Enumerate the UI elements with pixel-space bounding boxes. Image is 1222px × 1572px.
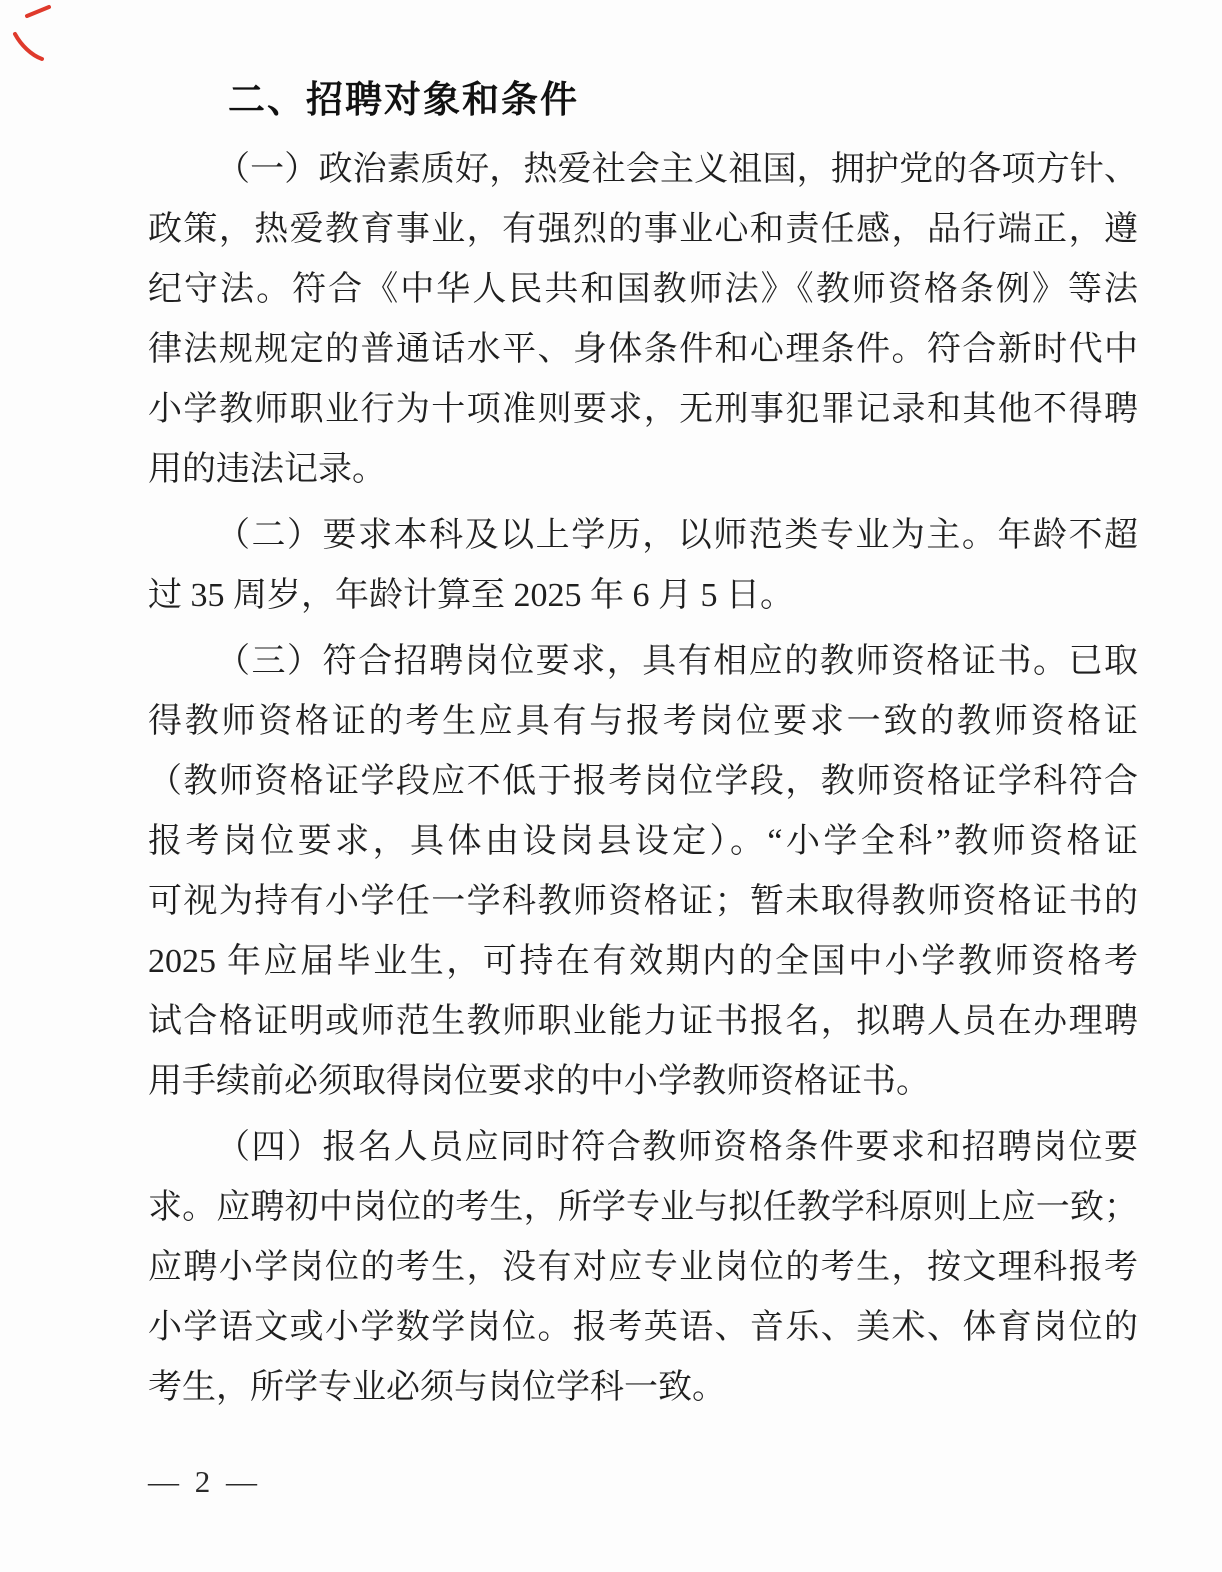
text-line: 用手续前必须取得岗位要求的中小学教师资格证书。 xyxy=(148,1063,930,1100)
text-line: 应聘小学岗位的考生，没有对应专业岗位的考生，按文理科报考 xyxy=(148,1249,1138,1286)
red-pen-stroke xyxy=(15,34,42,59)
document-body xyxy=(148,78,1138,1424)
text-line: （三）符合招聘岗位要求，具有相应的教师资格证书。已取 xyxy=(216,643,1138,680)
text-line: 小学语文或小学数学岗位。报考英语、音乐、美术、体育岗位的 xyxy=(148,1309,1138,1346)
paragraph xyxy=(148,1118,1138,1418)
text-line: 可视为持有小学任一学科教师资格证；暂未取得教师资格证书的 xyxy=(148,883,1138,920)
text-line: 得教师资格证的考生应具有与报考岗位要求一致的教师资格证 xyxy=(148,703,1138,740)
red-pen-stroke xyxy=(27,7,49,16)
text-line: （一）政治素质好，热爱社会主义祖国，拥护党的各项方针、 xyxy=(216,151,1138,188)
page-number: — 2 — xyxy=(148,1464,261,1499)
paragraph xyxy=(148,632,1138,1112)
text-line: （教师资格证学段应不低于报考岗位学段，教师资格证学科符合 xyxy=(148,763,1138,800)
text-line: 用的违法记录。 xyxy=(148,451,386,488)
paragraph xyxy=(148,506,1138,626)
text-line: 试合格证明或师范生教师职业能力证书报名，拟聘人员在办理聘 xyxy=(148,1003,1138,1040)
text-line: 律法规规定的普通话水平、身体条件和心理条件。符合新时代中 xyxy=(148,331,1138,368)
text-line: 考生，所学专业必须与岗位学科一致。 xyxy=(148,1369,726,1406)
text-line: （四）报名人员应同时符合教师资格条件要求和招聘岗位要 xyxy=(216,1129,1138,1166)
text-line: （二）要求本科及以上学历，以师范类专业为主。年龄不超 xyxy=(216,517,1138,554)
text-line: 过 35 周岁，年龄计算至 2025 年 6 月 5 日。 xyxy=(148,577,794,614)
text-line: 求。应聘初中岗位的考生，所学专业与拟任教学科原则上应一致； xyxy=(148,1189,1138,1226)
section-heading: 二、招聘对象和条件 xyxy=(228,79,579,120)
text-line: 政策，热爱教育事业，有强烈的事业心和责任感，品行端正，遵 xyxy=(148,211,1138,248)
text-line: 报考岗位要求，具体由设岗县设定）。“小学全科”教师资格证 xyxy=(148,823,1138,860)
text-line: 小学教师职业行为十项准则要求，无刑事犯罪记录和其他不得聘 xyxy=(148,391,1138,428)
text-line: 2025 年应届毕业生，可持在有效期内的全国中小学教师资格考 xyxy=(148,943,1138,980)
text-line: 纪守法。符合《中华人民共和国教师法》《教师资格条例》等法 xyxy=(148,271,1138,308)
paragraph xyxy=(148,140,1138,500)
paragraph-container xyxy=(148,140,1138,1418)
red-pen-marks xyxy=(0,0,80,80)
